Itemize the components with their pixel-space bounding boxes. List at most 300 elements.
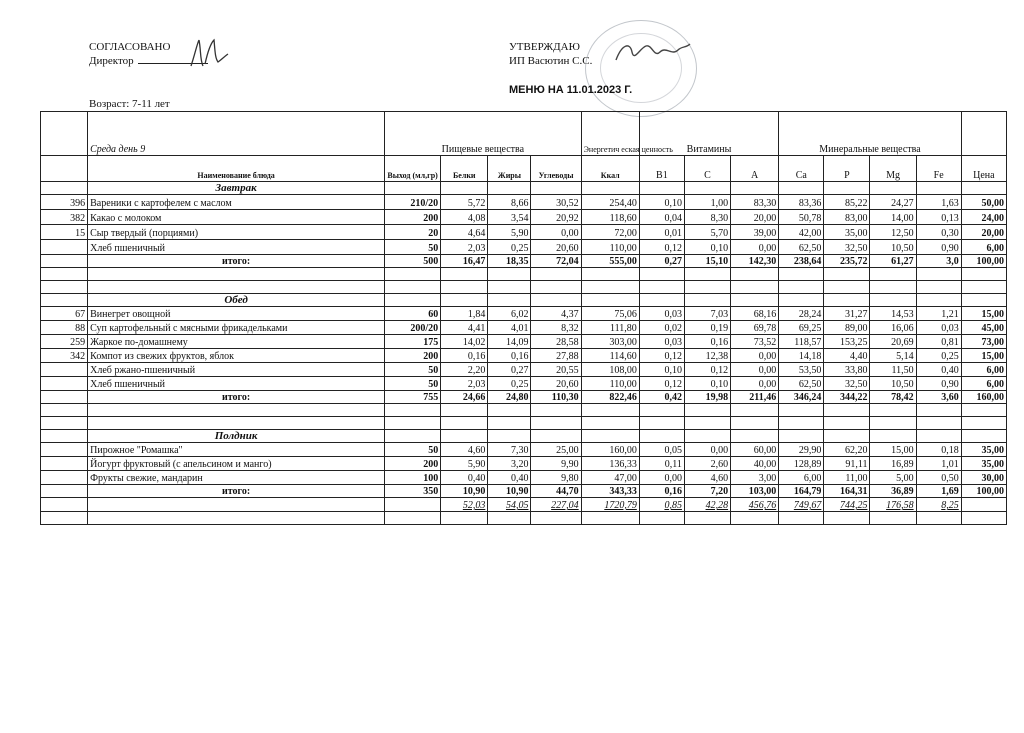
dish-p: 32,50 [824, 240, 870, 255]
dish-yield: 210/20 [385, 195, 441, 210]
section-title-lunch: Обед [88, 294, 385, 307]
dish-fat: 7,30 [488, 443, 531, 457]
dish-protein: 5,72 [441, 195, 488, 210]
dish-fe: 1,63 [916, 195, 961, 210]
dish-protein: 2,03 [441, 240, 488, 255]
dish-protein: 5,90 [441, 457, 488, 471]
page-title: МЕНЮ НА 11.01.2023 Г. [509, 84, 633, 96]
dish-c: 0,00 [684, 443, 730, 457]
dish-kcal: 118,60 [581, 210, 639, 225]
dish-carbs: 9,80 [531, 471, 581, 485]
dish-mg: 10,50 [870, 240, 916, 255]
dish-a: 3,00 [731, 471, 779, 485]
dish-yield: 50 [385, 443, 441, 457]
dish-c: 0,16 [684, 335, 730, 349]
dish-ca: 118,57 [779, 335, 824, 349]
total-p: 164,31 [824, 485, 870, 498]
dish-carbs: 0,00 [531, 225, 581, 240]
total-yield: 755 [385, 391, 441, 404]
director-label: Директор [89, 55, 134, 67]
total-fe: 3,60 [916, 391, 961, 404]
dish-protein: 1,84 [441, 307, 488, 321]
total-kcal: 822,46 [581, 391, 639, 404]
dish-mg: 16,89 [870, 457, 916, 471]
dish-c: 8,30 [684, 210, 730, 225]
dish-name: Фрукты свежие, мандарин [88, 471, 385, 485]
dish-carbs: 9,90 [531, 457, 581, 471]
dish-ca: 50,78 [779, 210, 824, 225]
recipe-number: 15 [41, 225, 88, 240]
table-row [41, 307, 1007, 321]
dish-fat: 8,66 [488, 195, 531, 210]
dish-b1: 0,01 [639, 225, 684, 240]
dish-protein: 4,64 [441, 225, 488, 240]
dish-mg: 11,50 [870, 363, 916, 377]
total-yield: 350 [385, 485, 441, 498]
dish-kcal: 72,00 [581, 225, 639, 240]
dish-a: 40,00 [731, 457, 779, 471]
dish-price: 15,00 [961, 307, 1006, 321]
recipe-number: 396 [41, 195, 88, 210]
dish-protein: 4,60 [441, 443, 488, 457]
section-title-snack: Полдник [88, 430, 385, 443]
dish-a: 0,00 [731, 349, 779, 363]
dish-c: 7,03 [684, 307, 730, 321]
total-label: итого: [88, 255, 385, 268]
dish-ca: 6,00 [779, 471, 824, 485]
total-p: 235,72 [824, 255, 870, 268]
total-a: 103,00 [731, 485, 779, 498]
total-carbs: 44,70 [531, 485, 581, 498]
table-row [41, 377, 1007, 391]
table-row [41, 363, 1007, 377]
total-mg: 61,27 [870, 255, 916, 268]
empty-row [41, 268, 1007, 281]
dish-yield: 50 [385, 377, 441, 391]
dish-mg: 15,00 [870, 443, 916, 457]
section-title-breakfast: Завтрак [88, 182, 385, 195]
dish-p: 32,50 [824, 377, 870, 391]
minerals-group: Минеральные вещества [779, 112, 962, 156]
dish-yield: 175 [385, 335, 441, 349]
dish-price: 20,00 [961, 225, 1006, 240]
section-row-snack [41, 430, 1007, 443]
dish-fat: 5,90 [488, 225, 531, 240]
dish-protein: 0,40 [441, 471, 488, 485]
table-row [41, 321, 1007, 335]
total-kcal: 343,33 [581, 485, 639, 498]
table-row [41, 457, 1007, 471]
dish-protein: 0,16 [441, 349, 488, 363]
dish-p: 35,00 [824, 225, 870, 240]
dish-fe: 1,01 [916, 457, 961, 471]
age-label: Возраст: 7-11 лет [89, 98, 170, 110]
dish-ca: 62,50 [779, 240, 824, 255]
day-total-fe: 8,25 [916, 498, 961, 512]
dish-kcal: 136,33 [581, 457, 639, 471]
menu-body [41, 182, 1007, 525]
table-row [41, 210, 1007, 225]
dish-fe: 0,18 [916, 443, 961, 457]
dish-fe: 0,40 [916, 363, 961, 377]
dish-kcal: 47,00 [581, 471, 639, 485]
col-price: Цена [961, 156, 1006, 182]
col-fat: Жиры [488, 156, 531, 182]
total-row-breakfast_total [41, 255, 1007, 268]
dish-ca: 28,24 [779, 307, 824, 321]
director-signature-icon [185, 36, 230, 70]
menu-table [40, 111, 1007, 525]
dish-name: Винегрет овощной [88, 307, 385, 321]
dish-b1: 0,05 [639, 443, 684, 457]
day-total-a: 456,76 [731, 498, 779, 512]
dish-p: 11,00 [824, 471, 870, 485]
dish-price: 50,00 [961, 195, 1006, 210]
dish-c: 1,00 [684, 195, 730, 210]
dish-p: 85,22 [824, 195, 870, 210]
total-c: 15,10 [684, 255, 730, 268]
dish-c: 0,12 [684, 363, 730, 377]
dish-b1: 0,11 [639, 457, 684, 471]
recipe-number [41, 443, 88, 457]
dish-price: 15,00 [961, 349, 1006, 363]
dish-b1: 0,04 [639, 210, 684, 225]
total-fe: 1,69 [916, 485, 961, 498]
total-ca: 346,24 [779, 391, 824, 404]
dish-p: 4,40 [824, 349, 870, 363]
total-b1: 0,27 [639, 255, 684, 268]
agreed-label: СОГЛАСОВАНО [89, 41, 171, 53]
dish-ca: 128,89 [779, 457, 824, 471]
dish-name: Вареники с картофелем с маслом [88, 195, 385, 210]
table-row [41, 195, 1007, 210]
empty-row [41, 512, 1007, 525]
dish-mg: 16,06 [870, 321, 916, 335]
dish-price: 73,00 [961, 335, 1006, 349]
total-mg: 36,89 [870, 485, 916, 498]
column-header-row [41, 156, 1007, 182]
dish-carbs: 20,60 [531, 240, 581, 255]
dish-ca: 53,50 [779, 363, 824, 377]
recipe-number [41, 471, 88, 485]
approver-signature-icon [612, 38, 692, 68]
dish-kcal: 108,00 [581, 363, 639, 377]
day-total-fat: 54,05 [488, 498, 531, 512]
day-total-ca: 749,67 [779, 498, 824, 512]
dish-b1: 0,10 [639, 195, 684, 210]
dish-mg: 14,00 [870, 210, 916, 225]
dish-carbs: 20,92 [531, 210, 581, 225]
dish-mg: 20,69 [870, 335, 916, 349]
day-total-c: 42,28 [684, 498, 730, 512]
dish-ca: 62,50 [779, 377, 824, 391]
col-name: Наименование блюда [88, 156, 385, 182]
total-p: 344,22 [824, 391, 870, 404]
dish-ca: 14,18 [779, 349, 824, 363]
dish-name: Жаркое по-домашнему [88, 335, 385, 349]
dish-mg: 5,00 [870, 471, 916, 485]
dish-p: 31,27 [824, 307, 870, 321]
day-total-protein: 52,03 [441, 498, 488, 512]
dish-yield: 20 [385, 225, 441, 240]
empty-row [41, 281, 1007, 294]
dish-ca: 42,00 [779, 225, 824, 240]
dish-a: 0,00 [731, 240, 779, 255]
day-total-p: 744,25 [824, 498, 870, 512]
recipe-number: 67 [41, 307, 88, 321]
dish-a: 73,52 [731, 335, 779, 349]
total-fat: 10,90 [488, 485, 531, 498]
dish-price: 6,00 [961, 363, 1006, 377]
day-total-kcal: 1720,79 [581, 498, 639, 512]
dish-a: 20,00 [731, 210, 779, 225]
dish-fe: 0,90 [916, 377, 961, 391]
dish-ca: 69,25 [779, 321, 824, 335]
dish-fat: 14,09 [488, 335, 531, 349]
dish-kcal: 160,00 [581, 443, 639, 457]
dish-name: Хлеб ржано-пшеничный [88, 363, 385, 377]
dish-mg: 10,50 [870, 377, 916, 391]
dish-fat: 0,16 [488, 349, 531, 363]
col-yield: Выход (мл,гр) [385, 156, 441, 182]
dish-carbs: 20,60 [531, 377, 581, 391]
dish-c: 12,38 [684, 349, 730, 363]
dish-price: 30,00 [961, 471, 1006, 485]
dish-fat: 4,01 [488, 321, 531, 335]
total-b1: 0,42 [639, 391, 684, 404]
dish-kcal: 75,06 [581, 307, 639, 321]
recipe-number [41, 377, 88, 391]
dish-fat: 3,54 [488, 210, 531, 225]
dish-a: 69,78 [731, 321, 779, 335]
dish-fe: 0,90 [916, 240, 961, 255]
vitamins-group: Витамины [639, 112, 778, 156]
total-a: 211,46 [731, 391, 779, 404]
dish-b1: 0,03 [639, 335, 684, 349]
dish-carbs: 28,58 [531, 335, 581, 349]
total-carbs: 110,30 [531, 391, 581, 404]
org-label: ИП Васютин С.С. [509, 55, 593, 67]
dish-b1: 0,02 [639, 321, 684, 335]
total-carbs: 72,04 [531, 255, 581, 268]
dish-fe: 0,30 [916, 225, 961, 240]
dish-p: 62,20 [824, 443, 870, 457]
dish-kcal: 110,00 [581, 240, 639, 255]
dish-price: 35,00 [961, 457, 1006, 471]
total-protein: 10,90 [441, 485, 488, 498]
dish-protein: 2,20 [441, 363, 488, 377]
day-label: Среда день 9 [88, 112, 385, 156]
total-fat: 18,35 [488, 255, 531, 268]
day-total-carbs: 227,04 [531, 498, 581, 512]
dish-mg: 24,27 [870, 195, 916, 210]
dish-name: Йогурт фруктовый (с апельсином и манго) [88, 457, 385, 471]
dish-kcal: 111,80 [581, 321, 639, 335]
dish-a: 0,00 [731, 377, 779, 391]
empty-row [41, 404, 1007, 417]
dish-protein: 4,41 [441, 321, 488, 335]
dish-b1: 0,03 [639, 307, 684, 321]
dish-name: Пирожное "Ромашка" [88, 443, 385, 457]
dish-name: Компот из свежих фруктов, яблок [88, 349, 385, 363]
dish-mg: 5,14 [870, 349, 916, 363]
col-protein: Белки [441, 156, 488, 182]
dish-yield: 50 [385, 363, 441, 377]
dish-fe: 0,25 [916, 349, 961, 363]
table-row [41, 240, 1007, 255]
dish-c: 2,60 [684, 457, 730, 471]
empty-row [41, 417, 1007, 430]
dish-fat: 0,40 [488, 471, 531, 485]
total-c: 7,20 [684, 485, 730, 498]
dish-carbs: 27,88 [531, 349, 581, 363]
dish-b1: 0,00 [639, 471, 684, 485]
dish-c: 0,10 [684, 377, 730, 391]
dish-a: 60,00 [731, 443, 779, 457]
table-row [41, 443, 1007, 457]
dish-name: Суп картофельный с мясными фрикадельками [88, 321, 385, 335]
recipe-number: 259 [41, 335, 88, 349]
col-c: C [684, 156, 730, 182]
dish-c: 0,19 [684, 321, 730, 335]
recipe-number: 382 [41, 210, 88, 225]
dish-kcal: 254,40 [581, 195, 639, 210]
total-c: 19,98 [684, 391, 730, 404]
table-row [41, 349, 1007, 363]
dish-name: Сыр твердый (порциями) [88, 225, 385, 240]
table-row [41, 335, 1007, 349]
dish-a: 0,00 [731, 363, 779, 377]
total-label: итого: [88, 391, 385, 404]
approve-label: УТВЕРЖДАЮ [509, 41, 580, 53]
dish-kcal: 114,60 [581, 349, 639, 363]
dish-price: 35,00 [961, 443, 1006, 457]
dish-fat: 0,25 [488, 240, 531, 255]
dish-protein: 4,08 [441, 210, 488, 225]
col-mg: Mg [870, 156, 916, 182]
dish-b1: 0,12 [639, 240, 684, 255]
total-price: 100,00 [961, 485, 1006, 498]
recipe-number [41, 240, 88, 255]
dish-c: 4,60 [684, 471, 730, 485]
total-row-lunch_total [41, 391, 1007, 404]
col-ca: Ca [779, 156, 824, 182]
dish-kcal: 303,00 [581, 335, 639, 349]
group-header-row [41, 112, 1007, 156]
section-row-lunch [41, 294, 1007, 307]
dish-protein: 14,02 [441, 335, 488, 349]
total-label: итого: [88, 485, 385, 498]
col-p: P [824, 156, 870, 182]
dish-carbs: 8,32 [531, 321, 581, 335]
dish-fat: 0,25 [488, 377, 531, 391]
dish-fe: 0,81 [916, 335, 961, 349]
dish-p: 33,80 [824, 363, 870, 377]
dish-carbs: 20,55 [531, 363, 581, 377]
dish-b1: 0,10 [639, 363, 684, 377]
col-fe: Fe [916, 156, 961, 182]
col-kcal: Ккал [581, 156, 639, 182]
dish-yield: 100 [385, 471, 441, 485]
dish-protein: 2,03 [441, 377, 488, 391]
dish-p: 153,25 [824, 335, 870, 349]
table-row [41, 471, 1007, 485]
dish-mg: 12,50 [870, 225, 916, 240]
dish-name: Хлеб пшеничный [88, 377, 385, 391]
section-row-breakfast [41, 182, 1007, 195]
recipe-number: 342 [41, 349, 88, 363]
total-b1: 0,16 [639, 485, 684, 498]
dish-c: 0,10 [684, 240, 730, 255]
total-mg: 78,42 [870, 391, 916, 404]
energy-group: Энергетич еская ценность [581, 112, 639, 156]
dish-price: 45,00 [961, 321, 1006, 335]
day-total-b1: 0,85 [639, 498, 684, 512]
dish-a: 39,00 [731, 225, 779, 240]
total-price: 100,00 [961, 255, 1006, 268]
dish-name: Хлеб пшеничный [88, 240, 385, 255]
recipe-number: 88 [41, 321, 88, 335]
dish-yield: 50 [385, 240, 441, 255]
total-ca: 238,64 [779, 255, 824, 268]
dish-yield: 200 [385, 210, 441, 225]
total-price: 160,00 [961, 391, 1006, 404]
dish-fat: 6,02 [488, 307, 531, 321]
dish-yield: 200 [385, 349, 441, 363]
total-fat: 24,80 [488, 391, 531, 404]
dish-p: 83,00 [824, 210, 870, 225]
dish-kcal: 110,00 [581, 377, 639, 391]
total-a: 142,30 [731, 255, 779, 268]
dish-fe: 1,21 [916, 307, 961, 321]
dish-fe: 0,03 [916, 321, 961, 335]
dish-ca: 83,36 [779, 195, 824, 210]
dish-fat: 0,27 [488, 363, 531, 377]
dish-carbs: 30,52 [531, 195, 581, 210]
total-kcal: 555,00 [581, 255, 639, 268]
col-b1: B1 [639, 156, 684, 182]
dish-p: 89,00 [824, 321, 870, 335]
dish-yield: 200 [385, 457, 441, 471]
header-right [509, 40, 592, 68]
col-a: A [731, 156, 779, 182]
dish-b1: 0,12 [639, 349, 684, 363]
dish-carbs: 25,00 [531, 443, 581, 457]
total-row-snack_total [41, 485, 1007, 498]
dish-p: 91,11 [824, 457, 870, 471]
total-protein: 16,47 [441, 255, 488, 268]
dish-price: 6,00 [961, 240, 1006, 255]
dish-yield: 200/20 [385, 321, 441, 335]
day-total-row [41, 498, 1007, 512]
dish-price: 6,00 [961, 377, 1006, 391]
col-carbs: Углеводы [531, 156, 581, 182]
dish-mg: 14,53 [870, 307, 916, 321]
table-row [41, 225, 1007, 240]
nutrients-group: Пищевые вещества [385, 112, 582, 156]
total-yield: 500 [385, 255, 441, 268]
day-total-mg: 176,58 [870, 498, 916, 512]
recipe-number [41, 363, 88, 377]
dish-ca: 29,90 [779, 443, 824, 457]
dish-fe: 0,13 [916, 210, 961, 225]
dish-b1: 0,12 [639, 377, 684, 391]
dish-c: 5,70 [684, 225, 730, 240]
recipe-number [41, 457, 88, 471]
dish-fat: 3,20 [488, 457, 531, 471]
dish-a: 83,30 [731, 195, 779, 210]
total-fe: 3,0 [916, 255, 961, 268]
